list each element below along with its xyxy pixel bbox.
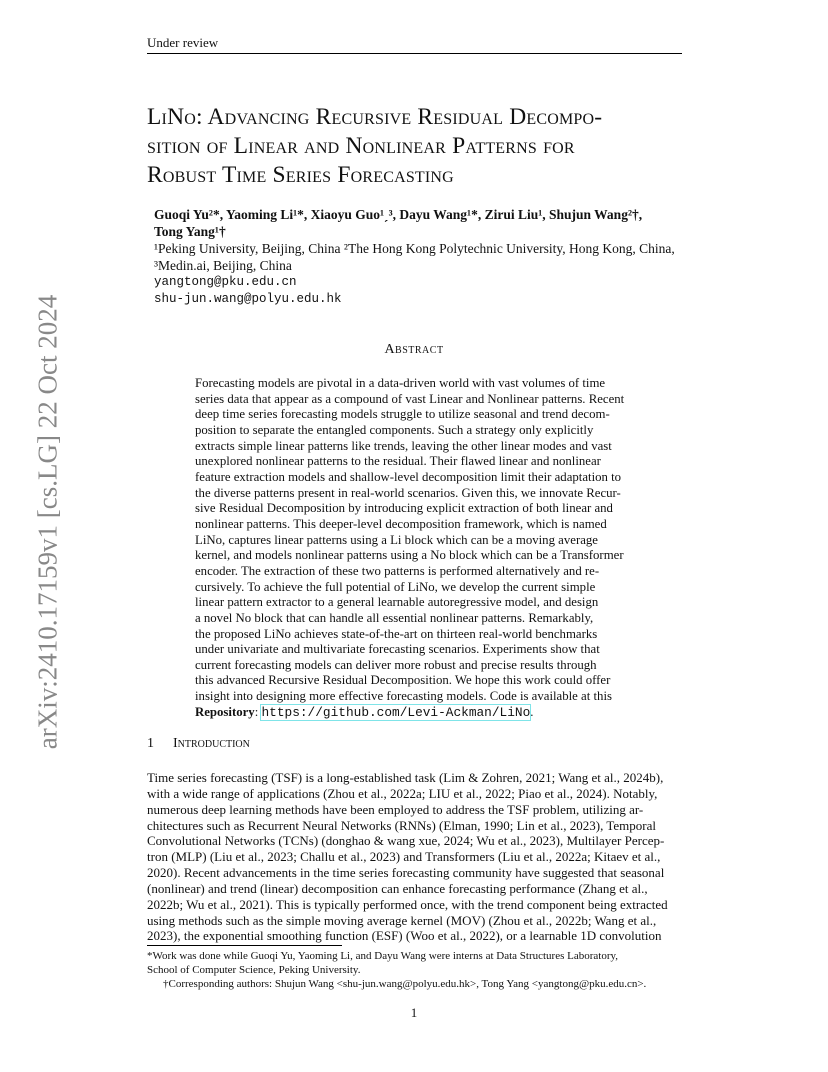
title-line: LiNo: Advancing Recursive Residual Decompo- [147, 104, 603, 130]
body-line: using methods such as the simple moving average kernel (MOV) (Zhou et al., 2022b; Wang et al., [147, 912, 657, 928]
author-list [154, 206, 684, 240]
body-line: 2023), the exponential smoothing function (ESF) (Woo et al., 2022), or a learnable 1D convolution [147, 928, 662, 944]
abstract-heading: Abstract [384, 342, 444, 357]
body-line: tron (MLP) (Liu et al., 2023; Challu et al., 2023) and Transformers (Liu et al., 2022a; Kitaev et al., [147, 849, 661, 865]
email-link[interactable]: shu-jun.wang@polyu.edu.hk [154, 292, 342, 306]
header-rule [147, 53, 682, 54]
abstract-line: deep time series forecasting models struggle to utilize seasonal and trend decom- [195, 407, 610, 422]
section-number: 1 [147, 736, 154, 751]
abstract-line: feature extraction models and shallow-level decomposition limit their adaptation to [195, 469, 622, 484]
body-line: 2020). Recent advancements in the time series forecasting community have suggested that seasonal [147, 865, 665, 881]
abstract-line: sive Residual Decomposition by introducing explicit extraction of both linear and [195, 501, 613, 516]
repository-link[interactable]: https://github.com/Levi-Ackman/LiNo [261, 704, 531, 720]
abstract-line: this advanced Recursive Residual Decomposition. We hope this work could offer [195, 673, 611, 688]
abstract-line: kernel, and models nonlinear patterns using a No block which can be a Transformer [195, 548, 624, 563]
abstract-line: linear pattern extractor to a general learnable autoregressive model, and design [195, 595, 599, 610]
page-number: 1 [410, 1005, 418, 1020]
paper-title [147, 103, 687, 190]
abstract-line: cursively. To achieve the full potential of LiNo, we develop the current simple [195, 579, 596, 594]
abstract-line: extracts simple linear patterns like trends, leaving the other linear modes and vast [195, 438, 612, 453]
title-line: sition of Linear and Nonlinear Patterns for [147, 133, 575, 159]
body-line: with a wide range of applications (Zhou et al., 2022a; LIU et al., 2022; Piao et al., 2024). Notably, [147, 785, 658, 801]
footnote-rule [147, 945, 342, 946]
body-line: Time series forecasting (TSF) is a long-established task (Lim & Zohren, 2021; Wang et al., 2024b), [147, 770, 664, 785]
author-line: Guoqi Yu²*, Yaoming Li¹*, Xiaoyu Guo¹ˏ³, Dayu Wang¹*, Zirui Liu¹, Shujun Wang²†, [154, 207, 643, 222]
abstract-line: unexplored nonlinear patterns to the residual. Their flawed linear and nonlinear [195, 454, 601, 469]
affiliations [154, 240, 684, 274]
abstract-body [195, 376, 635, 720]
abstract-line: current forecasting models can deliver more robust and precise results through [195, 657, 597, 672]
author-line: Tong Yang¹† [154, 224, 226, 239]
abstract-line: under univariate and multivariate forecasting scenarios. Experiments show that [195, 642, 600, 657]
repository-period: . [530, 704, 534, 719]
section-title: Introduction [173, 736, 250, 751]
abstract-line: nonlinear patterns. This deeper-level decomposition framework, which is named [195, 516, 607, 531]
abstract-line: LiNo, captures linear patterns using a Li block which can be a moving average [195, 532, 598, 547]
abstract-line: a novel No block that can handle all essential nonlinear patterns. Remarkably, [195, 610, 594, 625]
footnote-line: *Work was done while Guoqi Yu, Yaoming Li, and Dayu Wang were interns at Data Structures Laboratory, [147, 950, 619, 962]
body-line: Convolutional Networks (TCNs) (donghao & wang xue, 2024; Wu et al., 2023), Multilayer Percep- [147, 833, 665, 849]
abstract-line: the proposed LiNo achieves state-of-the-art on thirteen real-world benchmarks [195, 626, 598, 641]
affiliation-line: ¹Peking University, Beijing, China ²The Hong Kong Polytechnic University, Hong Kong, China, [154, 241, 675, 256]
section-heading [147, 736, 250, 752]
repository-label: Repository [195, 704, 255, 719]
body-line: chitectures such as Recurrent Neural Networks (RNNs) (Elman, 1990; Lin et al., 2023), Temporal [147, 817, 656, 833]
abstract-line: Forecasting models are pivotal in a data-driven world with vast volumes of time [195, 376, 606, 390]
body-line: numerous deep learning methods have been employed to address the TSF problem, utilizing ar- [147, 801, 644, 817]
body-line: (nonlinear) and trend (linear) decomposition can enhance forecasting performance (Zhang et al., [147, 880, 648, 896]
introduction-body [147, 770, 687, 944]
affiliation-line: ³Medin.ai, Beijing, China [154, 258, 292, 273]
email-link[interactable]: yangtong@pku.edu.cn [154, 275, 297, 289]
title-line: Robust Time Series Forecasting [147, 162, 454, 188]
repository-line: Repository: https://github.com/Levi-Ackman/LiNo. [195, 704, 534, 720]
abstract-line: the diverse patterns present in real-world scenarios. Given this, we innovate Recur- [195, 485, 621, 500]
footnotes [147, 949, 687, 991]
footnote-line: School of Computer Science, Peking University. [147, 964, 361, 976]
abstract-line: series data that appear as a compound of vast Linear and Nonlinear patterns. Recent [195, 391, 625, 406]
abstract-line: insight into designing more effective forecasting models. Code is available at this [195, 689, 612, 704]
abstract-line: position to separate the entangled components. Such a strategy only explicitly [195, 422, 594, 437]
body-line: 2022b; Wu et al., 2021). This is typically performed once, with the trend component being extracted [147, 896, 668, 912]
arxiv-identifier[interactable]: arXiv:2410.17159v1 [cs.LG] 22 Oct 2024 [32, 294, 63, 750]
contact-emails [154, 274, 342, 308]
footnote-line: †Corresponding authors: Shujun Wang <shu-jun.wang@polyu.edu.hk>, Tong Yang <yangtong@pku.edu.cn>. [163, 978, 647, 990]
abstract-line: encoder. The extraction of these two patterns is performed alternatively and re- [195, 563, 600, 578]
running-head: Under review [147, 35, 219, 50]
